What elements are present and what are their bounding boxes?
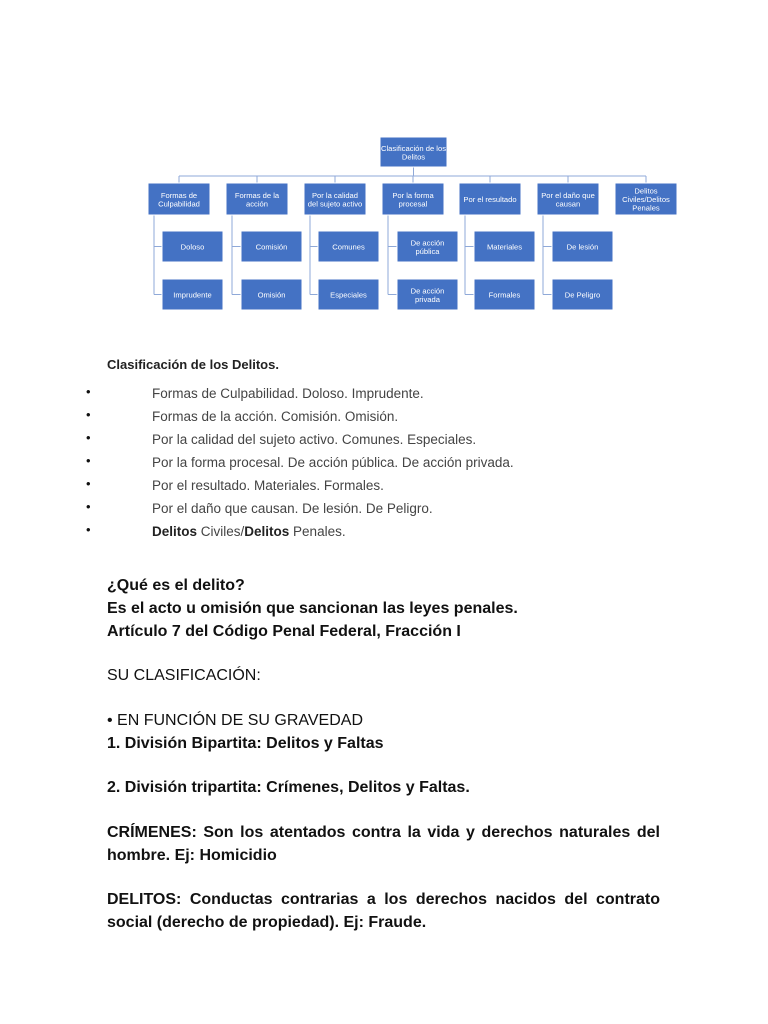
root-node bbox=[380, 137, 447, 167]
category-node bbox=[382, 183, 444, 215]
box-label: De lesión bbox=[566, 242, 599, 252]
tripartita-line: 2. División tripartita: Crímenes, Delitos y Faltas. bbox=[107, 779, 470, 796]
category-node bbox=[459, 183, 521, 215]
subcategory-node bbox=[552, 279, 613, 310]
bullet-dot: • bbox=[86, 522, 91, 537]
box-label: Por el resultado bbox=[463, 195, 517, 204]
definition-answer: Es el acto u omisión que sancionan las leyes penales. bbox=[107, 600, 518, 617]
box-label: Especiales bbox=[330, 290, 367, 300]
box-label: Delitos Civiles/Delitos Penales bbox=[622, 186, 670, 213]
delitos-paragraph: DELITOS: Conductas contrarias a los derechos nacidos del contrato social (derecho de propiedad). Ej: Fraude. bbox=[107, 891, 660, 931]
question-heading: ¿Qué es el delito? bbox=[107, 577, 245, 594]
classification-org-chart bbox=[0, 0, 768, 330]
box-label: De Peligro bbox=[564, 290, 601, 300]
box-label: Formas de Culpabilidad bbox=[158, 190, 200, 209]
subcategory-node bbox=[474, 231, 535, 262]
list-item: • Por la forma procesal. De acción pública. De acción privada. bbox=[86, 453, 514, 470]
bullet-dot: • bbox=[86, 476, 91, 491]
category-node bbox=[615, 183, 677, 215]
subcategory-node bbox=[318, 279, 379, 310]
box-label: Clasificación de los Delitos bbox=[381, 143, 446, 162]
box-label: De acción pública bbox=[410, 238, 445, 256]
box-label: Comunes bbox=[332, 242, 365, 252]
category-node bbox=[537, 183, 599, 215]
list-item: • Por el resultado. Materiales. Formales. bbox=[86, 476, 384, 493]
category-node bbox=[304, 183, 366, 215]
box-label: Doloso bbox=[180, 242, 205, 252]
subcategory-node bbox=[397, 231, 458, 262]
bullet-dot: • bbox=[86, 407, 91, 422]
list-item: • Formas de Culpabilidad. Doloso. Imprudente. bbox=[86, 384, 424, 401]
box-label: Imprudente bbox=[173, 290, 212, 300]
gravedad-block bbox=[107, 709, 660, 755]
box-label: Por la calidad del sujeto activo bbox=[307, 190, 363, 209]
clasificacion-heading: SU CLASIFICACIÓN: bbox=[107, 667, 261, 684]
bullet-dot: • bbox=[86, 499, 91, 514]
box-label: Materiales bbox=[486, 242, 523, 252]
subcategory-node bbox=[241, 279, 302, 310]
list-item: • Delitos Civiles/Delitos Penales. bbox=[86, 522, 346, 539]
gravedad-heading: • EN FUNCIÓN DE SU GRAVEDAD bbox=[107, 712, 363, 729]
box-label: De acción privada bbox=[410, 286, 445, 304]
definition-block bbox=[107, 574, 660, 643]
bipartita-line: 1. División Bipartita: Delitos y Faltas bbox=[107, 735, 384, 752]
list-item: • Formas de la acción. Comisión. Omisión. bbox=[86, 407, 399, 424]
list-item: • Por la calidad del sujeto activo. Comunes. Especiales. bbox=[86, 430, 477, 447]
classification-bullet-list bbox=[0, 383, 768, 544]
crimenes-paragraph: CRÍMENES: Son los atentados contra la vida y derechos naturales del hombre. Ej: Homicidio bbox=[107, 824, 660, 864]
article-reference: Artículo 7 del Código Penal Federal, Fracción I bbox=[107, 623, 461, 640]
subcategory-node bbox=[241, 231, 302, 262]
subcategory-node bbox=[552, 231, 613, 262]
subcategory-node bbox=[397, 279, 458, 310]
subcategory-node bbox=[318, 231, 379, 262]
list-item: • Por el daño que causan. De lesión. De Peligro. bbox=[86, 499, 433, 516]
category-node bbox=[148, 183, 210, 215]
subcategory-node bbox=[162, 279, 223, 310]
category-node bbox=[226, 183, 288, 215]
box-label: Comisión bbox=[255, 242, 288, 252]
bullet-dot: • bbox=[86, 430, 91, 445]
bullet-dot: • bbox=[86, 384, 91, 399]
subcategory-node bbox=[474, 279, 535, 310]
box-label: Formas de la acción bbox=[234, 190, 280, 209]
bullet-dot: • bbox=[86, 453, 91, 468]
subcategory-node bbox=[162, 231, 223, 262]
box-label: Omisión bbox=[257, 290, 286, 300]
box-label: Formales bbox=[488, 290, 521, 300]
box-label: Por la forma procesal bbox=[392, 190, 434, 209]
box-label: Por el daño que causan bbox=[541, 190, 595, 209]
section-title: Clasificación de los Delitos. bbox=[107, 357, 279, 372]
